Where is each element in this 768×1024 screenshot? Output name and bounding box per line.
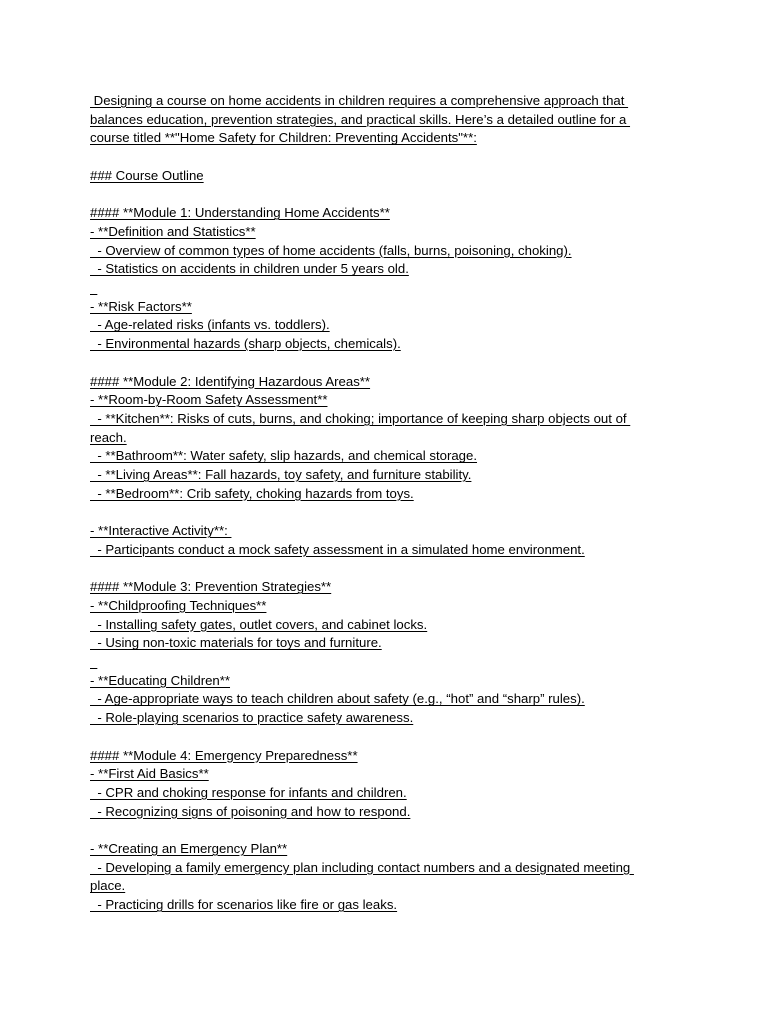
outline-line: - **Interactive Activity**: bbox=[90, 523, 232, 539]
outline-line: - Statistics on accidents in children under 5 years old. bbox=[90, 261, 409, 277]
outline-line: - Using non-toxic materials for toys and furniture. bbox=[90, 635, 382, 651]
outline-line bbox=[90, 653, 690, 672]
outline-line: place. bbox=[90, 878, 126, 894]
outline-line: - **Educating Children** bbox=[90, 672, 231, 688]
module-4-heading: #### **Module 4: Emergency Preparedness** bbox=[90, 747, 358, 763]
outline-line: - **Bathroom**: Water safety, slip hazards, and chemical storage. bbox=[90, 448, 478, 464]
blank-line bbox=[90, 186, 690, 205]
outline-line: - CPR and choking response for infants and children. bbox=[90, 784, 407, 800]
outline-heading: ### Course Outline bbox=[90, 167, 204, 183]
outline-line: - Practicing drills for scenarios like fire or gas leaks. bbox=[90, 897, 398, 913]
module-2-section bbox=[90, 373, 690, 560]
intro-line: Designing a course on home accidents in children requires a comprehensive approach that bbox=[90, 93, 629, 108]
outline-line: reach. bbox=[90, 429, 127, 445]
blank-line bbox=[90, 148, 690, 167]
outline-line: - **Risk Factors** bbox=[90, 298, 192, 314]
outline-line: - **Living Areas**: Fall hazards, toy safety, and furniture stability. bbox=[90, 467, 472, 483]
blank-line bbox=[90, 728, 690, 747]
outline-line: - Participants conduct a mock safety assessment in a simulated home environment. bbox=[90, 541, 585, 557]
outline-line: - Age-related risks (infants vs. toddlers). bbox=[90, 317, 330, 333]
outline-line: - Overview of common types of home accidents (falls, burns, poisoning, choking). bbox=[90, 242, 572, 258]
outline-line: - **First Aid Basics** bbox=[90, 766, 209, 782]
outline-line: - **Definition and Statistics** bbox=[90, 223, 256, 239]
outline-line: - Age-appropriate ways to teach children about safety (e.g., “hot” and “sharp” rules). bbox=[90, 691, 585, 707]
outline-line: - **Bedroom**: Crib safety, choking hazards from toys. bbox=[90, 485, 414, 501]
outline-line: - **Creating an Emergency Plan** bbox=[90, 841, 288, 857]
module-4-section bbox=[90, 747, 690, 915]
outline-line: - Environmental hazards (sharp objects, chemicals). bbox=[90, 336, 401, 352]
outline-line bbox=[90, 279, 690, 298]
outline-line: - Developing a family emergency plan including contact numbers and a designated meeting bbox=[90, 859, 634, 875]
module-1-heading: #### **Module 1: Understanding Home Accidents** bbox=[90, 205, 390, 221]
intro-line: balances education, prevention strategies, and practical skills. Here’s a detailed outline for a bbox=[90, 111, 631, 127]
blank-line bbox=[90, 560, 690, 579]
intro-line: course titled **"Home Safety for Children: Preventing Accidents"**: bbox=[90, 130, 477, 146]
outline-line: - **Kitchen**: Risks of cuts, burns, and choking; importance of keeping sharp objects out of bbox=[90, 410, 631, 426]
module-1-section bbox=[90, 204, 690, 354]
outline-line: - **Room-by-Room Safety Assessment** bbox=[90, 392, 328, 408]
document-body bbox=[90, 92, 690, 915]
intro-paragraph bbox=[90, 92, 690, 148]
outline-line: - Recognizing signs of poisoning and how to respond. bbox=[90, 803, 411, 819]
blank-line bbox=[90, 354, 690, 373]
outline-line: - Role-playing scenarios to practice safety awareness. bbox=[90, 710, 414, 726]
module-2-heading: #### **Module 2: Identifying Hazardous Areas** bbox=[90, 373, 371, 389]
outline-line: - Installing safety gates, outlet covers, and cabinet locks. bbox=[90, 616, 428, 632]
module-3-section bbox=[90, 578, 690, 728]
blank-line bbox=[90, 821, 690, 840]
module-3-heading: #### **Module 3: Prevention Strategies** bbox=[90, 579, 332, 595]
blank-line bbox=[90, 503, 690, 522]
outline-line: - **Childproofing Techniques** bbox=[90, 597, 267, 613]
